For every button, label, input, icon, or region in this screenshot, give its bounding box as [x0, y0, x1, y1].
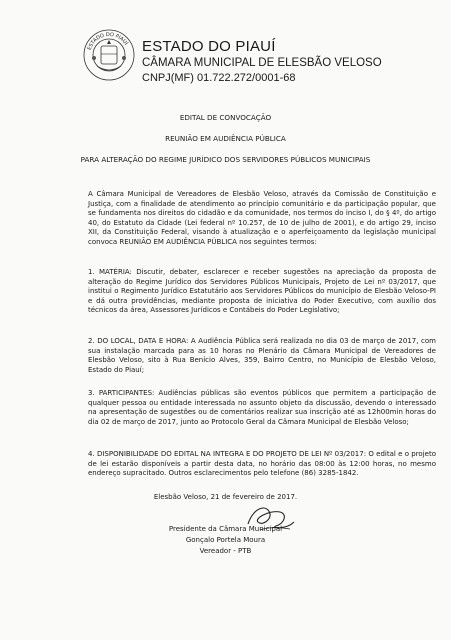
header-state: ESTADO DO PIAUÍ — [142, 38, 276, 55]
header-chamber: CÂMARA MUNICIPAL DE ELESBÃO VELOSO — [142, 57, 382, 69]
header-cnpj: CNPJ(MF) 01.722.272/0001-68 — [142, 72, 296, 84]
signer-name: Gonçalo Portela Moura — [185, 536, 266, 544]
title-reuniao: REUNIÃO EM AUDIÊNCIA PÚBLICA — [165, 134, 286, 143]
paragraph-local: 2. DO LOCAL, DATA E HORA: A Audiência Pública será realizada no dia 03 de março de 2017, com sua instalação marcada para as 10 horas no Plenário da Câmara Municipal de Vereadores de Elesbão Veloso, sito à Rua Benício Alves, 359, Bairro Centro, no Município de Elesbão Veloso, Estado do Piauí; — [88, 337, 436, 374]
seal-text: ESTADO DO PIAUÍ — [86, 31, 129, 51]
signer-party: Vereador - PTB — [199, 547, 252, 555]
signer-role: Presidente da Câmara Municipal — [168, 525, 283, 533]
title-edital: EDITAL DE CONVOCAÇÃO — [179, 113, 272, 122]
title-assunto: PARA ALTERAÇÃO DO REGIME JURÍDICO DOS SERVIDORES PÚBLICOS MUNICIPAIS — [80, 155, 371, 164]
coat-of-arms-icon — [82, 28, 136, 82]
paragraph-intro: A Câmara Municipal de Vereadores de Elesbão Veloso, através da Comissão de Constituição e Justiça, com a finalidade de atendimento ao princípio comunitário e da participação popular, que se fundamenta nos direitos do cidadão e da comunidade, nos termos do inciso I, do § 4º, do artigo 40, do Estatuto da Cidade (Lei federal nº 10.257, de 10 de julho de 2001), e do artigo 29, inciso XII, da Constituição Federal, visando à atualização e o aperfeiçoamento da legislação municipal convoca REUNIÃO EM AUDIÊNCIA PÚBLICA nos seguintes termos: — [88, 190, 436, 246]
paragraph-participantes: 3. PARTICIPANTES: Audiências públicas são eventos públicos que permitem a participação de qualquer pessoa ou entidade interessada no assunto objeto da discussão, devendo o interessado na apresentação de sugestões ou de comentários realizar sua inscrição até as 12h00min horas do dia 02 de março de 2017, junto ao Protocolo Geral da Câmara Municipal de Elesbão Veloso; — [88, 389, 436, 426]
paragraph-disponibilidade: 4. DISPONIBILIDADE DO EDITAL NA INTEGRA E DO PROJETO DE LEI Nº 03/2017: O edital e o projeto de lei estarão disponíveis a partir desta data, no horário das 08:00 às 12:00 horas, no mesmo endereço supracitado. Outros esclarecimentos pelo telefone (86) 3285-1842. — [88, 450, 436, 478]
place-date: Elesbão Veloso, 21 de fevereiro de 2017. — [153, 493, 298, 501]
paragraph-materia: 1. MATÉRIA: Discutir, debater, esclarecer e receber sugestões na apreciação da proposta de alteração do Regime Jurídico dos Servidores Públicos Municipais, Projeto de Lei nº 03/2017, que institui o Regimento Jurídico Estatutário aos Servidores Públicos do município de Elesbão Veloso-PI e dá outra providências, mediante proposta de iniciativa do Poder Executivo, com auxílio dos técnicos da área, Assessores Jurídicos e Contábeis do Poder Legislativo; — [88, 268, 436, 315]
